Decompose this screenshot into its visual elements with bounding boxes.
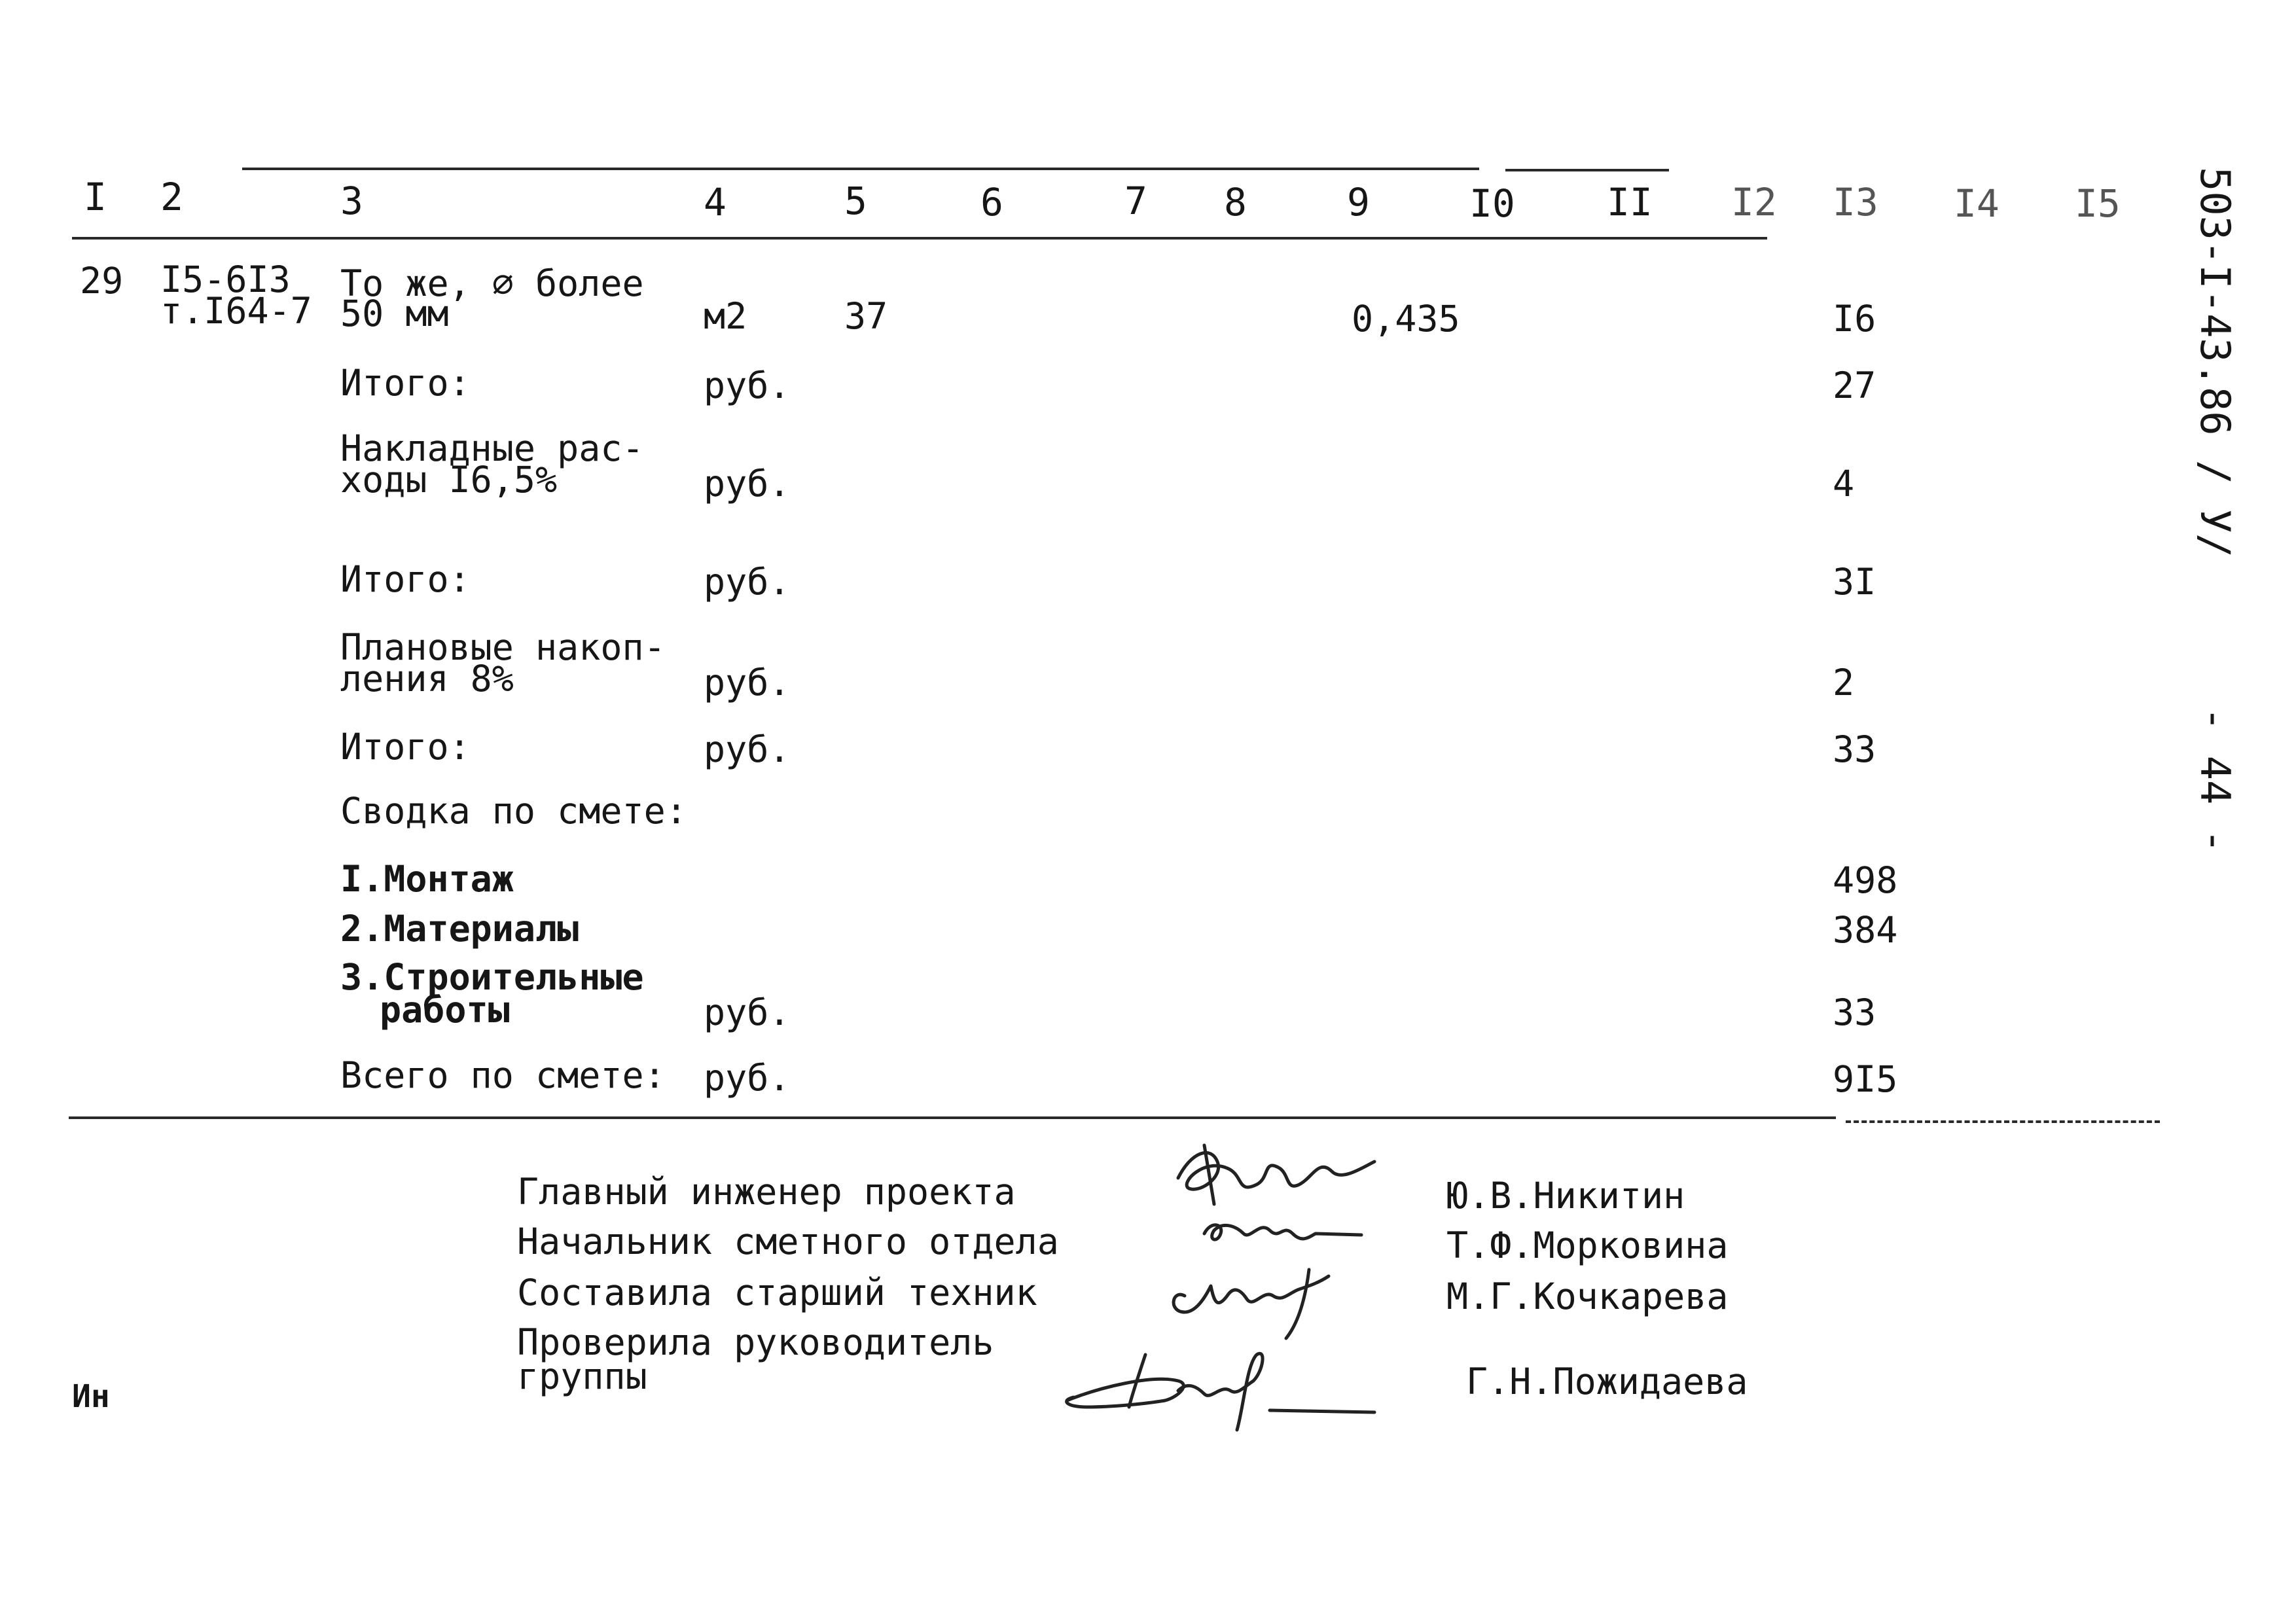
handwritten-signature: [1158, 1257, 1355, 1342]
row-value: 4: [1833, 463, 1855, 505]
signatory-name: Ю.В.Никитин: [1446, 1175, 1685, 1217]
item-value: 0,435: [1352, 298, 1460, 340]
row-label: Итого:: [340, 726, 471, 768]
handwritten-signature: [1198, 1207, 1368, 1253]
summary-title: Сводка по смете:: [340, 790, 687, 832]
document-code: 503-I-43.86 / У/: [2191, 167, 2239, 558]
table-bottom-rule: [69, 1116, 1836, 1119]
column-header: 7: [1124, 179, 1147, 223]
signature-role: Начальник сметного отдела: [517, 1221, 1059, 1262]
summary-item-value: 498: [1833, 859, 1898, 901]
row-label: ления 8%: [340, 658, 514, 700]
row-label: Итого:: [340, 362, 471, 404]
row-unit: руб.: [704, 561, 791, 603]
column-header: I2: [1731, 180, 1777, 224]
column-header: 3: [340, 179, 363, 223]
header-bottom-rule: [72, 237, 1767, 240]
item-name: То же, ∅ более: [340, 262, 644, 304]
signature-role: Составила старший техник: [517, 1272, 1037, 1313]
signature-role: Проверила руководитель: [517, 1321, 994, 1363]
row-label: Итого:: [340, 558, 471, 600]
column-header: I0: [1469, 181, 1515, 226]
signatory-name: Г.Н.Пожидаева: [1466, 1361, 1748, 1402]
item-unit: м2: [704, 295, 747, 337]
row-label: ходы I6,5%: [340, 459, 558, 501]
item-quantity: 37: [844, 295, 888, 337]
header-top-rule: [242, 168, 1479, 170]
corner-mark: Ин: [72, 1378, 110, 1415]
signature-role: Главный инженер проекта: [517, 1171, 1016, 1213]
column-header: II: [1607, 180, 1653, 224]
summary-item-value: 384: [1833, 909, 1898, 951]
signatory-name: Т.Ф.Морковина: [1446, 1224, 1729, 1266]
column-header: 8: [1224, 180, 1247, 224]
item-code-reference: т.I64-7: [160, 290, 312, 332]
column-header: I5: [2075, 181, 2121, 226]
item-total: I6: [1833, 298, 1876, 340]
grand-total-unit: руб.: [704, 1057, 791, 1099]
item-name: 50 мм: [340, 293, 449, 334]
page-number: - 44 -: [2191, 707, 2239, 853]
row-value: 2: [1833, 662, 1855, 704]
summary-item-label: работы: [380, 989, 510, 1031]
column-header: 6: [980, 180, 1003, 224]
handwritten-signature: [1165, 1132, 1388, 1217]
summary-item-value: 33: [1833, 991, 1876, 1033]
column-header: I3: [1833, 180, 1878, 224]
handwritten-signature: [1047, 1335, 1388, 1440]
summary-item-label: I.Монтаж: [340, 858, 514, 900]
header-top-rule-right: [1505, 169, 1669, 171]
row-value: 33: [1833, 728, 1876, 770]
table-bottom-rule-right: [1846, 1120, 2160, 1123]
signature-role: группы: [517, 1355, 647, 1397]
row-value: 27: [1833, 365, 1876, 406]
column-header: 2: [160, 175, 183, 219]
row-label: Накладные рас-: [340, 427, 644, 469]
grand-total-label: Всего по смете:: [340, 1054, 666, 1096]
row-unit: руб.: [704, 662, 791, 704]
summary-item-label: 3.Строительные: [340, 956, 644, 998]
column-header: 9: [1347, 180, 1370, 224]
column-header: 5: [844, 179, 867, 223]
summary-item-unit: руб.: [704, 991, 791, 1033]
signatory-name: М.Г.Кочкарева: [1446, 1275, 1729, 1317]
item-code: I5-6I3: [160, 259, 291, 300]
row-unit: руб.: [704, 463, 791, 505]
column-header: 4: [704, 180, 726, 224]
item-number: 29: [80, 260, 124, 302]
row-unit: руб.: [704, 728, 791, 770]
row-value: 3I: [1833, 561, 1876, 603]
row-label: Плановые накоп-: [340, 626, 666, 668]
column-header: I4: [1954, 181, 2000, 226]
column-header: I: [84, 175, 107, 219]
row-unit: руб.: [704, 365, 791, 406]
summary-item-label: 2.Материалы: [340, 908, 579, 950]
grand-total-value: 9I5: [1833, 1058, 1898, 1100]
